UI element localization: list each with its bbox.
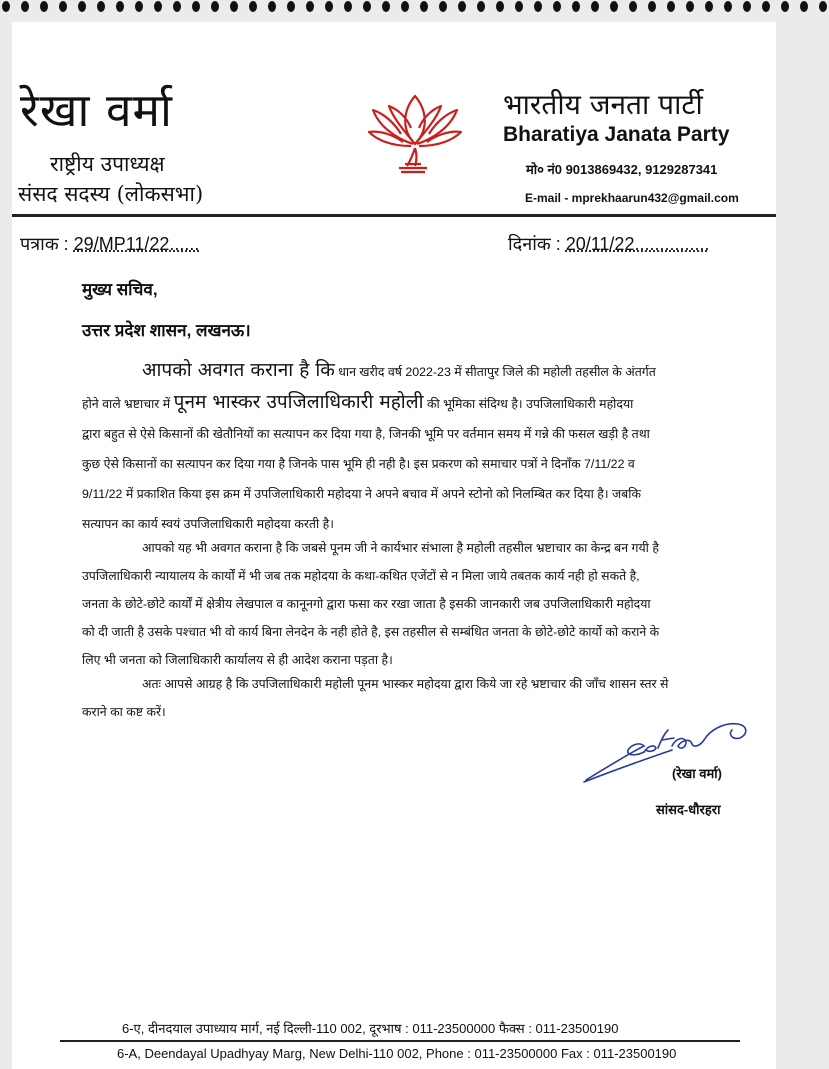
handwritten-signature: [582, 712, 752, 787]
punch-hole: [515, 1, 523, 12]
emphasis-phrase: पूनम भास्कर उपजिलाधिकारी महोली: [173, 391, 424, 413]
punch-hole: [496, 1, 504, 12]
punch-hole: [344, 1, 352, 12]
body-line: [82, 355, 752, 387]
punch-hole: [686, 1, 694, 12]
punch-hole: [382, 1, 390, 12]
punch-hole: [553, 1, 561, 12]
punch-hole: [59, 1, 67, 12]
punch-hole: [268, 1, 276, 12]
punch-hole: [724, 1, 732, 12]
reference-value: 29/MP11/22......: [73, 234, 200, 254]
mobile-numbers: मो० नं0 9013869432, 9129287341: [526, 162, 718, 177]
lead-phrase: आपको अवगत कराना है कि: [142, 359, 335, 381]
body-line: कुछ ऐसे किसानों का सत्यापन कर दिया गया है जिनके पास भूमि ही नही है। इस प्रकरण को समाचार पत्रों ने दिनाँक 7/11/22 व: [82, 457, 635, 471]
punch-hole: [477, 1, 485, 12]
punch-hole: [420, 1, 428, 12]
punch-hole: [705, 1, 713, 12]
paragraph-2: [82, 534, 752, 674]
punch-hole: [762, 1, 770, 12]
sender-membership: संसद सदस्य (लोकसभा): [18, 182, 204, 206]
binder-holes: [0, 0, 829, 14]
punch-hole: [306, 1, 314, 12]
punch-hole: [249, 1, 257, 12]
body-line: लिए भी जनता को जिलाधिकारी कार्यालय से ही आदेश कराना पड़ता है।: [82, 653, 393, 667]
signatory-name: (रेखा वर्मा): [672, 766, 722, 781]
body-text: धान खरीद वर्ष 2022-23 में सीतापुर जिले की महोली तहसील के अंतर्गत: [334, 365, 656, 379]
punch-hole: [458, 1, 466, 12]
party-name-english: Bharatiya Janata Party: [503, 123, 730, 146]
punch-hole: [97, 1, 105, 12]
punch-hole: [363, 1, 371, 12]
footer-address-hindi: 6-ए, दीनदयाल उपाध्याय मार्ग, नई दिल्ली-110 002, दूरभाष : 011-23500000 फैक्स : 011-23500190: [122, 1021, 619, 1036]
punch-hole: [819, 1, 827, 12]
sender-name: रेखा वर्मा: [20, 83, 173, 137]
punch-hole: [610, 1, 618, 12]
punch-hole: [743, 1, 751, 12]
punch-hole: [287, 1, 295, 12]
punch-hole: [230, 1, 238, 12]
signatory-post: सांसद-धौरहरा: [656, 802, 721, 817]
date-value: 20/11/22...............: [565, 234, 710, 254]
footer-address-english: 6-A, Deendayal Upadhyay Marg, New Delhi-110 002, Phone : 011-23500000 Fax : 011-23500190: [117, 1046, 677, 1061]
punch-hole: [572, 1, 580, 12]
body-line: आपको यह भी अवगत कराना है कि जबसे पूनम जी ने कार्यभार संभाला है महोली तहसील भ्रष्टाचार का केन्द्र बन गयी है: [142, 541, 659, 555]
email-address: E-mail - mprekhaarun432@gmail.com: [525, 191, 739, 205]
punch-hole: [800, 1, 808, 12]
body-line: अतः आपसे आग्रह है कि उपजिलाधिकारी महोली पूनम भास्कर महोदया द्वारा किये जा रहे भ्रष्टाचार की जाँच शासन स्तर से: [142, 677, 669, 691]
date-label: दिनांक :: [508, 234, 561, 254]
punch-hole: [667, 1, 675, 12]
punch-hole: [325, 1, 333, 12]
body-line: सत्यापन का कार्य स्वयं उपजिलाधिकारी महोदया करती है।: [82, 517, 334, 531]
punch-hole: [781, 1, 789, 12]
punch-hole: [648, 1, 656, 12]
punch-hole: [154, 1, 162, 12]
party-name-hindi: भारतीय जनता पार्टी: [503, 88, 703, 121]
punch-hole: [439, 1, 447, 12]
punch-hole: [211, 1, 219, 12]
footer-divider: [60, 1040, 740, 1042]
body-line: जनता के छोटे-छोटे कार्यों में क्षेत्रीय लेखपाल व कानूनगो द्वारा फसा कर रखा जाता है इसकी जानकारी जब उपजिलाधिकारी महोदया: [82, 597, 651, 611]
header-divider: [12, 214, 776, 217]
punch-hole: [192, 1, 200, 12]
punch-hole: [78, 1, 86, 12]
lotus-icon: [355, 88, 475, 178]
recipient-title: मुख्य सचिव,: [82, 280, 158, 299]
reference-label: पत्राक :: [20, 234, 69, 254]
reference-number: [20, 232, 199, 256]
sender-designation: राष्ट्रीय उपाध्यक्ष: [50, 152, 165, 176]
punch-hole: [173, 1, 181, 12]
punch-hole: [2, 1, 10, 12]
body-line: [82, 387, 752, 419]
punch-hole: [40, 1, 48, 12]
punch-hole: [21, 1, 29, 12]
body-line: कराने का कष्ट करें।: [82, 705, 166, 719]
body-line: द्वारा बहुत से ऐसे किसानों की खेतौनियों का सत्यापन कर दिया गया है, जिनकी भूमि पर वर्तमान समय में गन्ने की फसल खड़ी है तथा: [82, 427, 650, 441]
punch-hole: [534, 1, 542, 12]
punch-hole: [401, 1, 409, 12]
body-line: 9/11/22 में प्रकाशित किया इस क्रम में उपजिलाधिकारी महोदया ने अपने बचाव में अपने स्टोनो को निलम्बित कर दिया है। जबकि: [82, 487, 641, 501]
letter-date: [508, 232, 709, 256]
body-line: को दी जाती है उसके पश्चात भी वो कार्य बिना लेनदेन के नही होते है, इस तहसील से सम्बंधित जनता के छोटे-छोटे कार्यो को कराने के: [82, 625, 660, 639]
paragraph-1: [82, 355, 752, 539]
body-line: उपजिलाधिकारी न्यायालय के कार्यों में भी जब तक महोदया के कथा-कथित एजेंटों से न मिला जाये तबतक कार्य नही हो सकते है,: [82, 569, 640, 583]
body-text: की भूमिका संदिग्ध है। उपजिलाधिकारी महोदया: [423, 397, 634, 411]
punch-hole: [591, 1, 599, 12]
body-text: होने वाले भ्रष्टाचार में: [82, 397, 174, 411]
punch-hole: [629, 1, 637, 12]
punch-hole: [116, 1, 124, 12]
recipient-office: उत्तर प्रदेश शासन, लखनऊ।: [82, 321, 251, 340]
punch-hole: [135, 1, 143, 12]
